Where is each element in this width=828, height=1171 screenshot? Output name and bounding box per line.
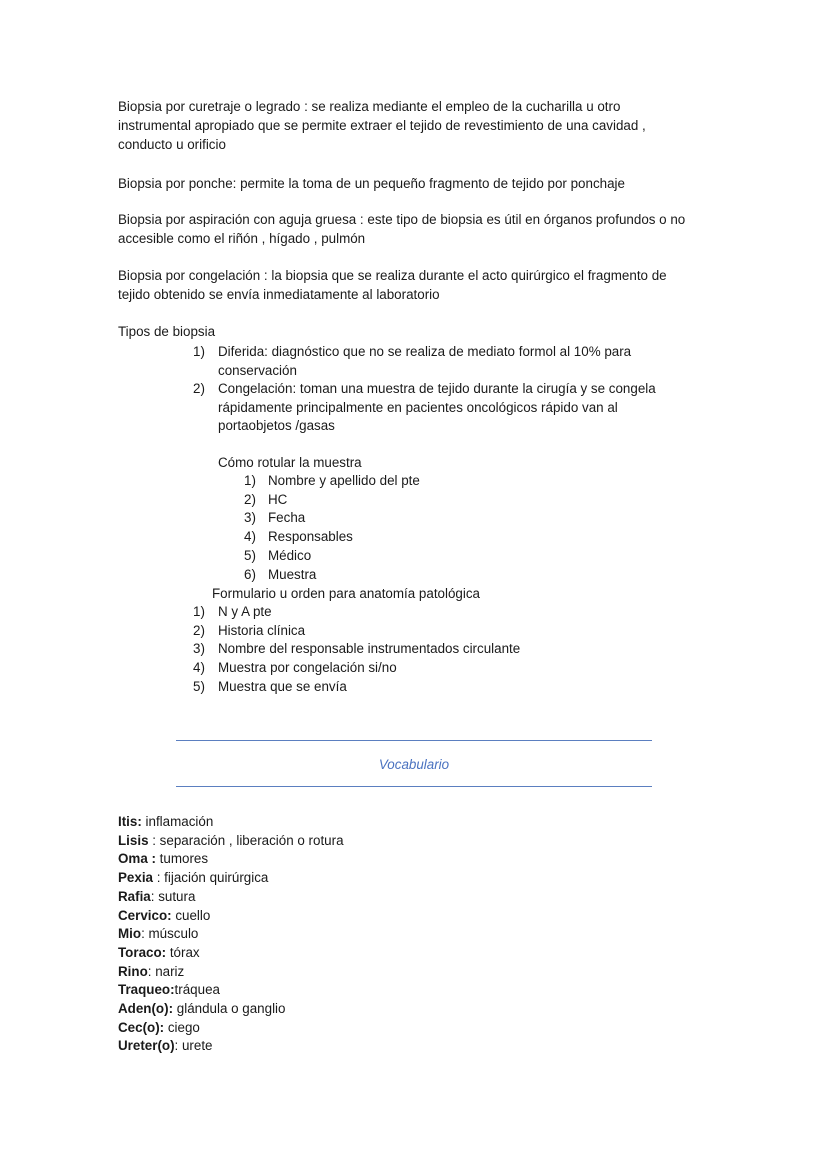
- vocabulary-definition: cuello: [171, 907, 211, 923]
- list-number: 2): [193, 381, 205, 396]
- vocabulary-definition: tumores: [155, 851, 209, 867]
- vocabulary-term: Oma :: [118, 851, 156, 867]
- list-number: 4): [193, 660, 205, 676]
- vocabulary-term: Ureter(o): [118, 1038, 175, 1054]
- list-item: Muestra: [268, 566, 317, 582]
- vocabulary-entry: [118, 1019, 200, 1037]
- vocabulary-term: Aden(o):: [118, 1001, 174, 1016]
- list-item-line: conservación: [218, 362, 297, 378]
- vocabulary-entry: [118, 925, 198, 943]
- vocabulary-entry: [118, 1000, 285, 1018]
- vocabulary-definition: : urete: [174, 1038, 213, 1054]
- vocabulary-definition: inflamación: [141, 814, 214, 829]
- paragraph-line: instrumental apropiado que se permite extraer el tejido de revestimiento de una cavidad ,: [118, 118, 646, 133]
- vocabulary-term: Cervico:: [118, 907, 172, 923]
- subsection-heading: Formulario u orden para anatomía patológica: [212, 586, 480, 601]
- vocabulary-entry: [118, 850, 208, 868]
- vocabulary-term: Cec(o):: [118, 1019, 165, 1035]
- vocabulary-definition: : sutura: [150, 888, 196, 904]
- vocabulary-entry: [118, 869, 268, 887]
- list-number: 6): [244, 566, 256, 582]
- vocabulary-term: Mio: [118, 926, 142, 942]
- vocabulary-definition: : músculo: [141, 926, 199, 942]
- list-item: Responsables: [268, 529, 353, 545]
- vocabulary-term: Traqueo:: [118, 982, 175, 998]
- list-number: 5): [193, 678, 205, 694]
- vocabulary-entry: [118, 963, 184, 981]
- paragraph-line: Biopsia por curetraje o legrado : se realiza mediante el empleo de la cucharilla u otro: [118, 99, 621, 114]
- divider-bottom: [176, 786, 652, 787]
- list-item-line: Diferida: diagnóstico que no se realiza de mediato formol al 10% para: [218, 344, 632, 359]
- list-number: 5): [244, 547, 256, 563]
- list-item-line: rápidamente principalmente en pacientes oncológicos rápido van al: [218, 399, 618, 415]
- list-item: Nombre del responsable instrumentados circulante: [218, 641, 521, 657]
- paragraph-line: tejido obtenido se envía inmediatamente al laboratorio: [118, 287, 440, 302]
- list-item: Muestra por congelación si/no: [218, 660, 397, 676]
- list-item: HC: [268, 491, 288, 507]
- list-number: 1): [193, 344, 205, 359]
- vocabulary-entry: [118, 944, 200, 962]
- subsection-heading: Cómo rotular la muestra: [218, 455, 362, 470]
- paragraph-line: conducto u orificio: [118, 137, 226, 152]
- list-number: 3): [244, 510, 256, 526]
- vocabulary-entry: [118, 907, 210, 925]
- vocabulary-title: Vocabulario: [378, 757, 450, 772]
- list-number: 3): [193, 641, 205, 657]
- paragraph-line: Biopsia por aspiración con aguja gruesa : este tipo de biopsia es útil en órganos profundos o no: [118, 212, 686, 227]
- paragraph-line: accesible como el riñón , hígado , pulmón: [118, 231, 366, 246]
- vocabulary-entry: [118, 1037, 213, 1055]
- list-number: 1): [193, 604, 205, 619]
- list-item: Médico: [268, 547, 312, 563]
- vocabulary-definition: glándula o ganglio: [173, 1001, 286, 1016]
- list-item: N y A pte: [218, 604, 272, 619]
- vocabulary-definition: : separación , liberación o rotura: [148, 832, 344, 848]
- vocabulary-term: Toraco:: [118, 944, 167, 960]
- list-number: 2): [244, 491, 256, 507]
- vocabulary-definition: tráquea: [174, 982, 220, 998]
- paragraph-line: Biopsia por congelación : la biopsia que se realiza durante el acto quirúrgico el fragmento de: [118, 268, 667, 283]
- list-number: 1): [244, 473, 256, 488]
- list-item-line: Congelación: toman una muestra de tejido durante la cirugía y se congela: [218, 381, 656, 396]
- list-item: Fecha: [268, 510, 306, 526]
- list-number: 4): [244, 529, 256, 545]
- vocabulary-entry: [118, 813, 213, 831]
- vocabulary-entry: [118, 888, 195, 906]
- divider-top: [176, 740, 652, 741]
- paragraph-line: Biopsia por ponche: permite la toma de un pequeño fragmento de tejido por ponchaje: [118, 176, 625, 191]
- vocabulary-definition: : fijación quirúrgica: [153, 870, 269, 886]
- section-heading: Tipos de biopsia: [118, 324, 216, 339]
- vocabulary-entry: [118, 832, 344, 850]
- list-item: Muestra que se envía: [218, 678, 347, 694]
- vocabulary-entry: [118, 981, 220, 999]
- vocabulary-term: Rafia: [118, 888, 151, 904]
- vocabulary-definition: tórax: [166, 944, 200, 960]
- list-item: Nombre y apellido del pte: [268, 473, 420, 488]
- list-item-line: portaobjetos /gasas: [218, 418, 335, 434]
- vocabulary-term: Itis:: [118, 814, 142, 829]
- vocabulary-definition: : nariz: [147, 963, 185, 979]
- vocabulary-term: Rino: [118, 963, 148, 979]
- list-item: Historia clínica: [218, 622, 306, 638]
- vocabulary-definition: ciego: [164, 1019, 200, 1035]
- list-number: 2): [193, 622, 205, 638]
- vocabulary-term: Lisis: [118, 832, 149, 848]
- vocabulary-term: Pexia: [118, 870, 153, 886]
